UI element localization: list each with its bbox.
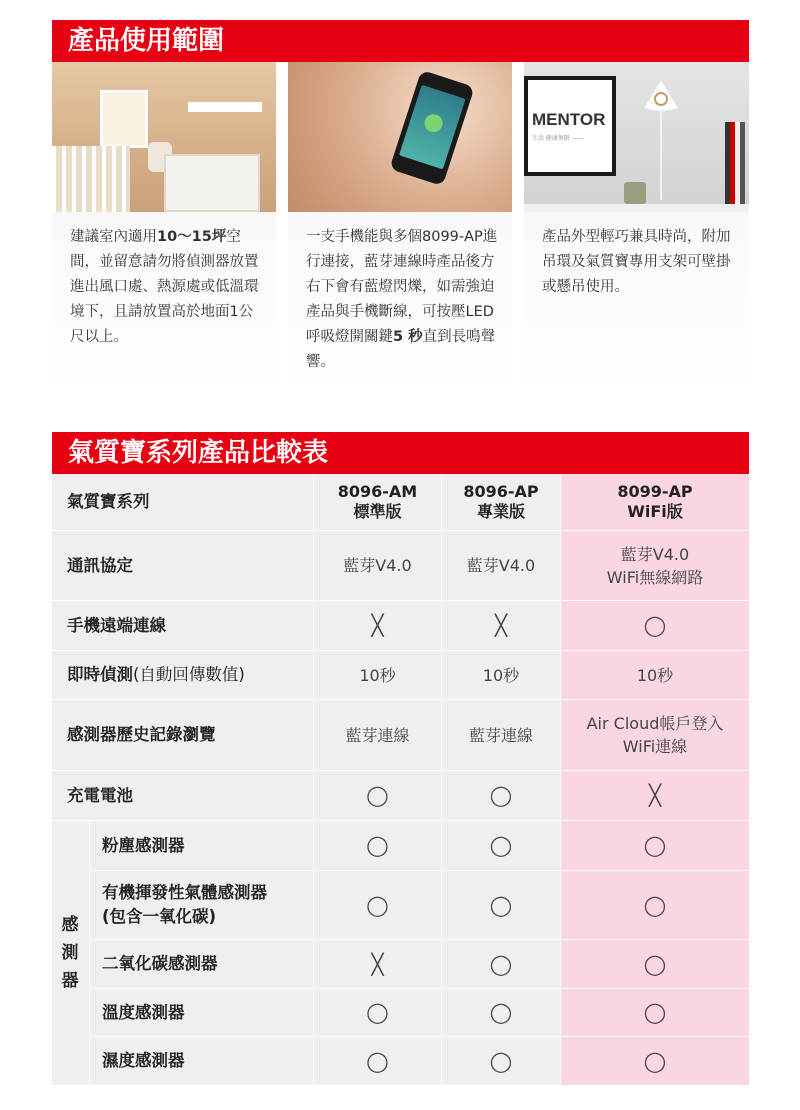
- phone-in-hand-photo: [288, 62, 512, 212]
- comparison-section-title: 氣質寶系列產品比較表: [52, 432, 749, 474]
- cell-humidity-am: ◯: [366, 1048, 389, 1073]
- cell-battery-wifi: ╳: [648, 783, 662, 807]
- cell-battery-am: ◯: [366, 783, 389, 807]
- scope-card-room: [52, 62, 276, 392]
- scope-card-desk: [524, 62, 749, 392]
- cell-co2-am: ╳: [371, 951, 384, 976]
- cell-remote-wifi: ◯: [643, 613, 667, 637]
- cell-realtime-am: 10秒: [359, 665, 396, 685]
- cell-history-ap: 藍芽連線: [468, 725, 533, 745]
- air-quality-device-icon: [642, 78, 680, 112]
- edition-name: 專業版: [476, 502, 525, 521]
- cell-battery-ap: ◯: [489, 783, 513, 807]
- cell-realtime-wifi: 10秒: [636, 665, 674, 685]
- row-label-realtime-extra: (自動回傳數值): [133, 665, 245, 684]
- desk-photo: [524, 62, 749, 212]
- edition-name: 標準版: [353, 502, 402, 521]
- row-label-realtime: [67, 651, 245, 699]
- cell-voc-am: ◯: [366, 892, 389, 917]
- cell-humidity-wifi: ◯: [643, 1048, 667, 1073]
- header-8096-ap: [442, 474, 560, 530]
- cell-history-am: 藍芽連線: [345, 725, 410, 745]
- cell-remote-ap: ╳: [494, 613, 508, 637]
- cell-realtime-ap: 10秒: [482, 665, 520, 685]
- bedroom-photo: [52, 62, 276, 212]
- scope-section-title: 產品使用範圍: [52, 20, 749, 62]
- cell-co2-wifi: ◯: [643, 951, 667, 976]
- row-label-co2: 二氧化碳感測器: [102, 954, 218, 973]
- cell-remote-am: ╳: [371, 613, 384, 637]
- row-label-voc: 有機揮發性氣體感測器 (包含一氧化碳): [102, 883, 267, 926]
- row-label-realtime-main: 即時偵測: [67, 665, 133, 684]
- model-name: 8099-AP: [617, 482, 693, 501]
- monitor: [524, 76, 616, 176]
- row-label-remote: 手機遠端連線: [67, 615, 166, 635]
- row-label-humidity: 濕度感測器: [102, 1051, 185, 1070]
- monitor-subtitle: 生活 健康無限 ——: [532, 135, 584, 142]
- sensor-group-text: [62, 911, 79, 995]
- cell-temp-am: ◯: [366, 1000, 389, 1024]
- cell-voc-ap: ◯: [489, 892, 513, 917]
- cell-dust-wifi: ◯: [643, 833, 667, 857]
- edition-name: WiFi版: [627, 502, 683, 521]
- row-label-dust: 粉塵感測器: [102, 835, 185, 855]
- header-8096-am: [314, 474, 441, 530]
- model-name: 8096-AM: [337, 482, 418, 501]
- row-label-temperature: 溫度感測器: [102, 1002, 185, 1022]
- cell-humidity-ap: ◯: [489, 1048, 513, 1073]
- header-label: 氣質寶系列: [67, 492, 150, 511]
- sensor-group-char: 測: [61, 943, 79, 963]
- room-card-text: 建議室內適用10〜15坪空間，並留意請勿將偵測器放置進出風口處、熱源處或低溫環境下，且請放置高於地面1公尺以上。: [70, 229, 259, 345]
- cell-protocol-ap: 藍芽V4.0: [466, 556, 536, 575]
- cell-history-wifi: Air Cloud帳戶登入 WiFi連線: [586, 714, 724, 756]
- header-8099-ap: [561, 474, 749, 530]
- cell-voc-wifi: ◯: [643, 892, 667, 917]
- row-label-protocol: 通訊協定: [67, 555, 133, 575]
- monitor-brand: MENTOR: [532, 110, 606, 129]
- cell-protocol-am: 藍芽V4.0: [343, 556, 412, 575]
- sensor-group-char: 器: [61, 971, 79, 991]
- cell-temp-ap: ◯: [489, 1000, 513, 1024]
- comparison-table: [52, 474, 749, 1085]
- cell-protocol-wifi: 藍芽V4.0 WiFi無線網路: [606, 544, 704, 587]
- sensor-group-char: 感: [61, 915, 79, 935]
- cell-co2-ap: ◯: [489, 951, 513, 976]
- desk-card-text: 產品外型輕巧兼具時尚，附加吊環及氣質寶專用支架可壁掛或懸吊使用。: [542, 229, 731, 295]
- model-name: 8096-AP: [463, 482, 539, 501]
- cell-dust-ap: ◯: [489, 833, 513, 857]
- cell-temp-wifi: ◯: [643, 1000, 667, 1024]
- row-label-history: 感測器歷史記錄瀏覽: [67, 725, 216, 744]
- phone-card-text: 一支手機能與多個8099-AP進行連接，藍芽連線時產品後方右下會有藍燈閃爍，如需強迫產品與手機斷線，可按壓LED呼吸燈開關鍵5 秒直到長鳴聲響。: [306, 229, 498, 370]
- scope-card-phone: [288, 62, 512, 392]
- row-label-battery: 充電電池: [67, 785, 133, 805]
- sensor-group-label: [52, 821, 88, 1085]
- cell-dust-am: ◯: [366, 833, 389, 857]
